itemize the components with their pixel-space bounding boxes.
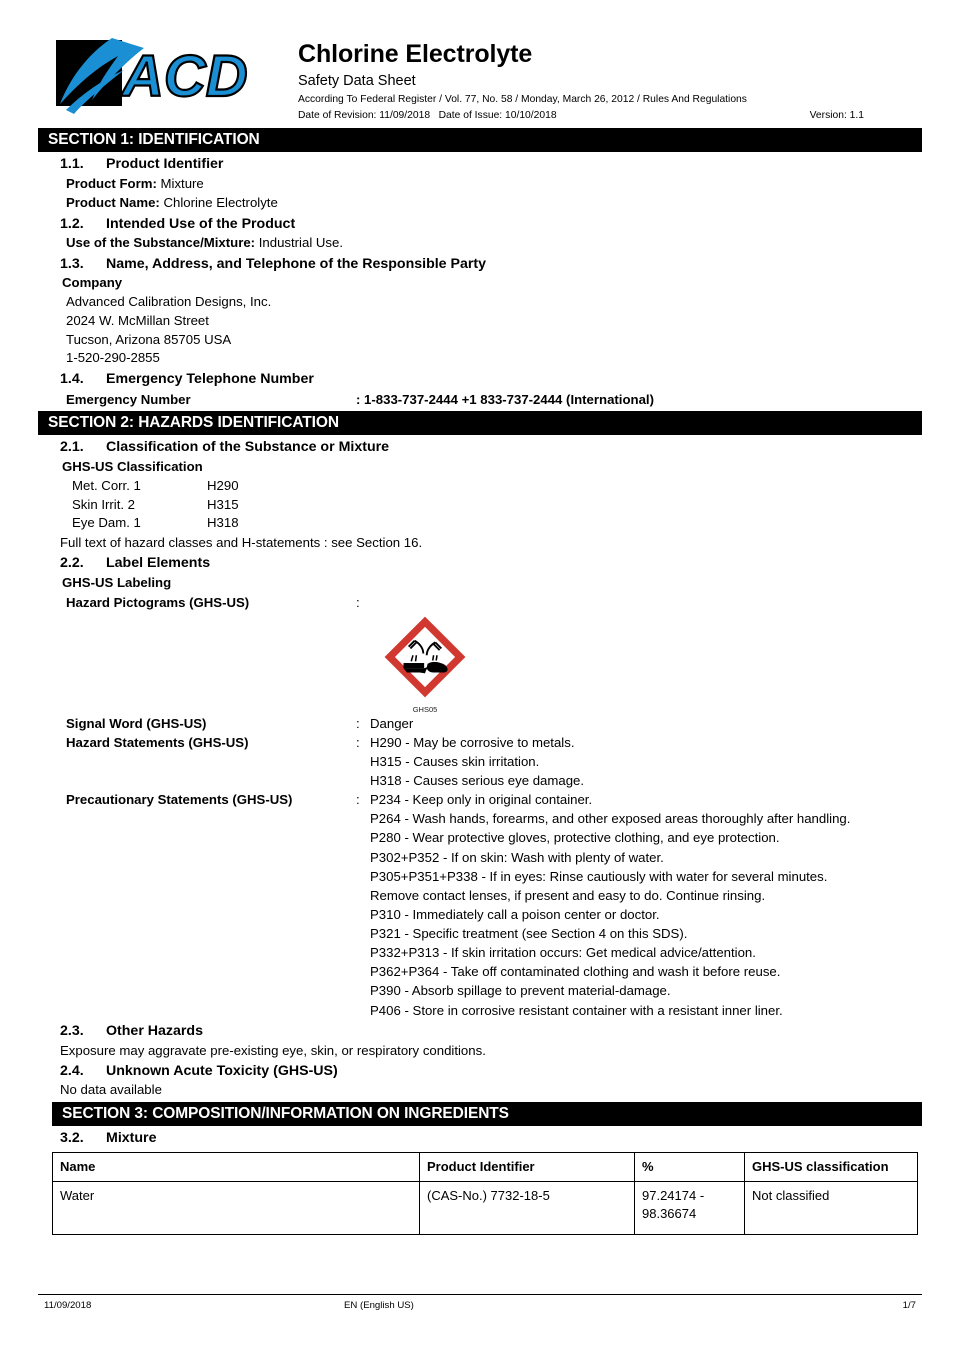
table-header-row xyxy=(53,1152,918,1181)
hazard-statement: H318 - Causes serious eye damage. xyxy=(370,772,585,788)
heading-2-1 xyxy=(38,438,922,457)
heading-2-1-title: Classification of the Substance or Mixture xyxy=(106,439,390,456)
cell-product-identifier: (CAS-No.) 7732-18-5 xyxy=(420,1182,635,1235)
pictogram-area xyxy=(38,614,922,714)
company-address xyxy=(66,293,922,368)
cell-name: Water xyxy=(53,1182,420,1235)
hazard-class: Eye Dam. 1 xyxy=(72,515,141,531)
ghs05-pictogram xyxy=(370,614,480,714)
hazard-code: H318 xyxy=(207,515,239,531)
hazard-statement: H290 - May be corrosive to metals. xyxy=(370,734,575,750)
unknown-toxicity-text: No data available xyxy=(60,1082,162,1098)
ingredients-table xyxy=(52,1152,918,1235)
product-form-row xyxy=(66,175,922,193)
section-3-header: SECTION 3: COMPOSITION/INFORMATION ON INGREDIENTS xyxy=(52,1102,922,1127)
section-2-header: SECTION 2: HAZARDS IDENTIFICATION xyxy=(38,411,922,436)
column-header-percent: % xyxy=(635,1152,745,1181)
hazard-pictogram-row xyxy=(66,593,922,612)
ghs-classification-label: GHS-US Classification xyxy=(62,459,203,475)
hazard-statements-colon: : xyxy=(356,734,360,750)
hazard-pictogram-label: Hazard Pictograms (GHS-US) xyxy=(66,594,250,610)
hazard-class: Met. Corr. 1 xyxy=(72,477,141,493)
heading-1-2-number: 1.2. xyxy=(60,215,84,232)
classification-row xyxy=(72,496,922,515)
precautionary-statement: P302+P352 - If on skin: Wash with plenty of water. xyxy=(370,849,664,865)
heading-1-4-title: Emergency Telephone Number xyxy=(106,370,314,387)
footer-divider xyxy=(38,1294,922,1295)
hazard-pictogram-colon: : xyxy=(356,594,360,610)
hazard-statements-row xyxy=(66,733,922,790)
date-line xyxy=(298,109,922,122)
heading-2-4-number: 2.4. xyxy=(60,1062,84,1079)
footer-date: 11/09/2018 xyxy=(44,1299,92,1311)
precautionary-statement: P332+P313 - If skin irritation occurs: Get medical advice/attention. xyxy=(370,945,756,961)
address-line: Advanced Calibration Designs, Inc. xyxy=(66,294,272,310)
company-label: Company xyxy=(62,275,123,291)
heading-2-3-title: Other Hazards xyxy=(106,1022,203,1039)
heading-2-2-number: 2.2. xyxy=(60,555,84,572)
heading-1-1 xyxy=(38,155,922,174)
precautionary-statement: P280 - Wear protective gloves, protective clothing, and eye protection. xyxy=(370,830,780,846)
product-form-label: Product Form: xyxy=(66,176,157,192)
address-line: 1-520-290-2855 xyxy=(66,350,160,366)
heading-2-2-title: Label Elements xyxy=(106,555,211,572)
heading-1-4 xyxy=(38,370,922,389)
signal-word-colon: : xyxy=(356,715,360,731)
document-subtitle: Safety Data Sheet xyxy=(298,73,416,89)
ghs-labeling-label: GHS-US Labeling xyxy=(62,575,172,591)
header-text-block xyxy=(288,26,922,122)
heading-1-1-title: Product Identifier xyxy=(106,156,224,173)
column-header-classification: GHS-US classification xyxy=(745,1152,918,1181)
hazard-code: H290 xyxy=(207,477,239,493)
heading-1-3-number: 1.3. xyxy=(60,255,84,272)
page-title: Chlorine Electrolyte xyxy=(298,40,533,68)
heading-2-3 xyxy=(38,1022,922,1041)
cell-classification: Not classified xyxy=(745,1182,918,1235)
hazard-statements-label: Hazard Statements (GHS-US) xyxy=(66,734,249,750)
substance-use-label: Use of the Substance/Mixture: xyxy=(66,235,256,251)
emergency-number-value: : 1-833-737-2444 +1 833-737-2444 (International) xyxy=(356,391,654,407)
heading-3-2 xyxy=(38,1129,922,1148)
emergency-number-label: Emergency Number xyxy=(66,391,191,407)
precautionary-statements-label: Precautionary Statements (GHS-US) xyxy=(66,792,293,808)
table-row xyxy=(53,1182,918,1235)
heading-2-2 xyxy=(38,554,922,573)
heading-1-2 xyxy=(38,215,922,234)
address-line: Tucson, Arizona 85705 USA xyxy=(66,331,232,347)
heading-1-3-title: Name, Address, and Telephone of the Responsible Party xyxy=(106,255,486,272)
precautionary-statement: P305+P351+P338 - If in eyes: Rinse cautiously with water for several minutes. xyxy=(370,868,828,884)
heading-2-4-title: Unknown Acute Toxicity (GHS-US) xyxy=(106,1062,338,1079)
product-form-value: Mixture xyxy=(160,176,204,192)
precautionary-statement: P406 - Store in corrosive resistant container with a resistant inner liner. xyxy=(370,1002,783,1018)
precautionary-statement: P234 - Keep only in original container. xyxy=(370,792,593,808)
signal-word-value: Danger xyxy=(370,715,414,731)
precautionary-statement: P264 - Wash hands, forearms, and other exposed areas thoroughly after handling. xyxy=(370,811,851,827)
pictogram-code-caption: GHS05 xyxy=(412,705,438,715)
revision-date: Date of Revision: 11/09/2018 Date of Issue: 10/10/2018 xyxy=(298,109,557,121)
classification-row xyxy=(72,477,922,496)
full-text-note: Full text of hazard classes and H-statements : see Section 16. xyxy=(60,535,423,551)
classification-row xyxy=(72,514,922,533)
substance-use-row xyxy=(66,234,922,252)
heading-1-2-title: Intended Use of the Product xyxy=(106,215,296,232)
svg-text:ACD: ACD xyxy=(122,44,248,109)
signal-word-row xyxy=(66,714,922,733)
acd-logo-icon xyxy=(48,34,278,120)
corrosion-pictogram-icon xyxy=(382,614,468,700)
product-name-label: Product Name: xyxy=(66,195,160,211)
substance-use-value: Industrial Use. xyxy=(258,235,344,251)
precautionary-statement: P310 - Immediately call a poison center or doctor. xyxy=(370,906,660,922)
cell-percent: 97.24174 - 98.36674 xyxy=(635,1182,745,1235)
section-1-header: SECTION 1: IDENTIFICATION xyxy=(38,128,922,153)
heading-2-4 xyxy=(38,1062,922,1081)
footer-page-number: 1/7 xyxy=(902,1299,916,1311)
column-header-product-identifier: Product Identifier xyxy=(420,1152,635,1181)
heading-1-1-number: 1.1. xyxy=(60,156,84,173)
other-hazards-text: Exposure may aggravate pre-existing eye, skin, or respiratory conditions. xyxy=(60,1042,486,1058)
regulation-line: According To Federal Register / Vol. 77, No. 58 / Monday, March 26, 2012 / Rules And Regulations xyxy=(298,94,747,106)
heading-3-2-number: 3.2. xyxy=(60,1130,84,1147)
precautionary-statement: P362+P364 - Take off contaminated clothing and wash it before reuse. xyxy=(370,964,781,980)
acd-logo xyxy=(38,26,288,120)
precautionary-statements-values xyxy=(370,790,922,1020)
precautionary-statements-row xyxy=(66,790,922,1020)
hazard-statement: H315 - Causes skin irritation. xyxy=(370,753,540,769)
heading-3-2-title: Mixture xyxy=(106,1130,157,1147)
document-header xyxy=(38,0,922,126)
product-name-value: Chlorine Electrolyte xyxy=(163,195,278,211)
emergency-number-row xyxy=(66,390,922,409)
column-header-name: Name xyxy=(53,1152,420,1181)
precautionary-statements-colon: : xyxy=(356,792,360,808)
footer-language: EN (English US) xyxy=(344,1299,414,1311)
product-name-row xyxy=(66,194,922,212)
page-footer xyxy=(38,1294,922,1312)
precautionary-statement: P321 - Specific treatment (see Section 4 on this SDS). xyxy=(370,926,688,942)
heading-1-3 xyxy=(38,255,922,274)
address-line: 2024 W. McMillan Street xyxy=(66,312,209,328)
hazard-statements-values xyxy=(370,733,922,790)
heading-2-3-number: 2.3. xyxy=(60,1022,84,1039)
version-label: Version: 1.1 xyxy=(809,109,864,121)
heading-1-4-number: 1.4. xyxy=(60,370,84,387)
heading-2-1-number: 2.1. xyxy=(60,439,84,456)
hazard-class: Skin Irrit. 2 xyxy=(72,496,136,512)
precautionary-statement: Remove contact lenses, if present and easy to do. Continue rinsing. xyxy=(370,887,766,903)
precautionary-statement: P390 - Absorb spillage to prevent material-damage. xyxy=(370,983,671,999)
signal-word-label: Signal Word (GHS-US) xyxy=(66,715,207,731)
hazard-code: H315 xyxy=(207,496,239,512)
